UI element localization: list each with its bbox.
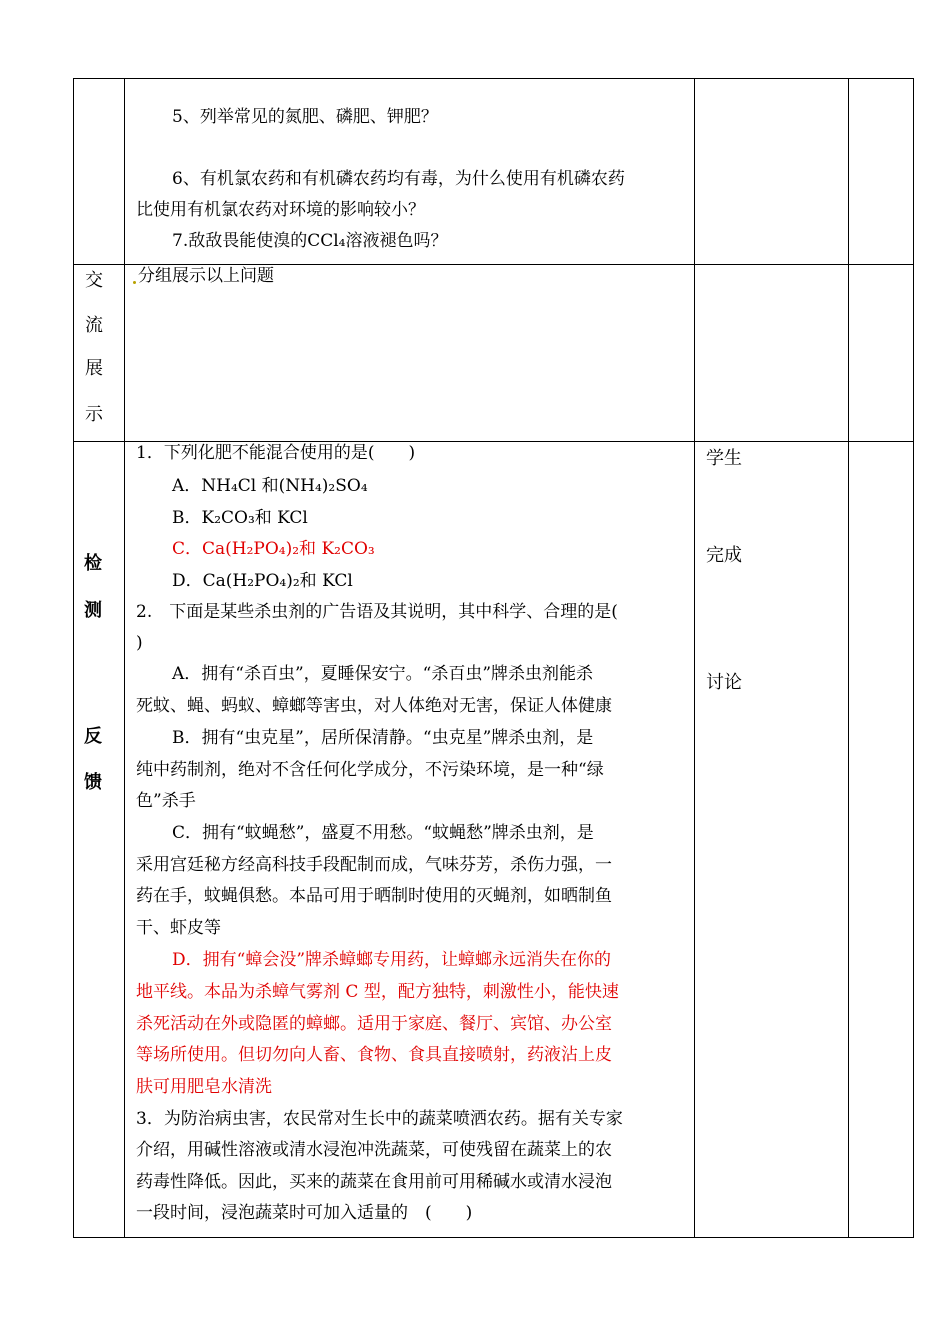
- q3-line-1: 3．为防治病虫害，农民常对生长中的蔬菜喷洒农药。据有关专家: [136, 1109, 623, 1129]
- q1-stem: 1．下列化肥不能混合使用的是( ): [136, 443, 416, 463]
- q2-option-b-line-1: B．拥有“虫克星”，居所保清静。“虫克星”牌杀虫剂，是: [172, 728, 594, 748]
- q2-option-d-line-4: 等场所使用。但切勿向人畜、食物、食具直接喷射，药液沾上皮: [136, 1045, 612, 1065]
- row1-line-6a: 6、有机氯农药和有机磷农药均有毒，为什么使用有机磷农药: [172, 169, 625, 189]
- q2-option-c-line-3: 药在手，蚊蝇俱愁。本品可用于晒制时使用的灭蝇剂，如晒制鱼: [136, 886, 612, 906]
- q1-option-b: B．K₂CO₃和 KCl: [172, 508, 308, 528]
- q3-line-3: 药毒性降低。因此，买来的蔬菜在食用前可用稀碱水或清水浸泡: [136, 1172, 612, 1192]
- row-divider-1: [73, 264, 914, 265]
- row3-label-char-4: 馈: [84, 772, 102, 793]
- side-note-3: 讨论: [706, 672, 742, 693]
- q3-line-4: 一段时间，浸泡蔬菜时可加入适量的 ( ): [136, 1203, 473, 1223]
- table-border-top: [73, 78, 914, 79]
- side-note-1: 学生: [706, 448, 742, 469]
- row1-line-5: 5、列举常见的氮肥、磷肥、钾肥？: [172, 107, 438, 127]
- q2-option-a-line-2: 死蚊、蝇、蚂蚁、蟑螂等害虫，对人体绝对无害，保证人体健康: [136, 696, 612, 716]
- table-border-right: [913, 78, 914, 1238]
- q2-option-c-line-4: 干、虾皮等: [136, 918, 221, 938]
- row1-line-7: 7.敌敌畏能使溴的CCl₄溶液褪色吗？: [172, 231, 448, 251]
- row-divider-2: [73, 441, 914, 442]
- anchor-mark-icon: [133, 281, 136, 284]
- row2-label-char-4: 示: [85, 404, 103, 425]
- row2-label-char-3: 展: [85, 358, 103, 379]
- row1-line-6b: 比使用有机氯农药对环境的影响较小？: [136, 200, 425, 220]
- side-note-2: 完成: [706, 545, 742, 566]
- row2-label-char-2: 流: [85, 315, 103, 336]
- q2-option-a-line-1: A．拥有“杀百虫”，夏睡保安宁。“杀百虫”牌杀虫剂能杀: [172, 664, 594, 684]
- q2-option-d-line-5: 肤可用肥皂水清洗: [136, 1077, 272, 1097]
- table-border-left: [73, 78, 74, 1238]
- col-divider-2: [694, 78, 695, 1238]
- row2-label-char-1: 交: [85, 270, 103, 291]
- q1-option-a: A．NH₄Cl 和(NH₄)₂SO₄: [172, 476, 368, 496]
- row3-label-char-3: 反: [84, 726, 102, 747]
- q2-stem-line-2: ): [136, 633, 143, 653]
- q2-option-d-line-1: D．拥有“蟑会没”牌杀蟑螂专用药，让蟑螂永远消失在你的: [172, 950, 612, 970]
- q1-option-d: D．Ca(H₂PO₄)₂和 KCl: [172, 571, 353, 591]
- q2-option-b-line-2: 纯中药制剂，绝对不含任何化学成分，不污染环境，是一种“绿: [136, 760, 604, 780]
- table-border-bottom: [73, 1237, 914, 1238]
- q3-line-2: 介绍，用碱性溶液或清水浸泡冲洗蔬菜，可使残留在蔬菜上的农: [136, 1140, 612, 1160]
- q1-option-c-answer: C．Ca(H₂PO₄)₂和 K₂CO₃: [172, 539, 375, 559]
- q2-option-c-line-1: C．拥有“蚊蝇愁”，盛夏不用愁。“蚊蝇愁”牌杀虫剂，是: [172, 823, 594, 843]
- q2-option-c-line-2: 采用宫廷秘方经高科技手段配制而成，气味芬芳，杀伤力强，一: [136, 855, 612, 875]
- row3-label-char-1: 检: [84, 553, 102, 574]
- row2-content: 分组展示以上问题: [138, 266, 274, 286]
- col-divider-1: [124, 78, 125, 1238]
- q2-option-d-line-2: 地平线。本品为杀蟑气雾剂 C 型，配方独特，刺激性小，能快速: [136, 982, 619, 1002]
- row3-label-char-2: 测: [84, 600, 102, 621]
- q2-option-d-line-3: 杀死活动在外或隐匿的蟑螂。适用于家庭、餐厅、宾馆、办公室: [136, 1014, 612, 1034]
- q2-stem-line-1: 2. 下面是某些杀虫剂的广告语及其说明，其中科学、合理的是(: [136, 602, 618, 622]
- q2-option-b-line-3: 色”杀手: [136, 791, 196, 811]
- col-divider-3: [848, 78, 849, 1238]
